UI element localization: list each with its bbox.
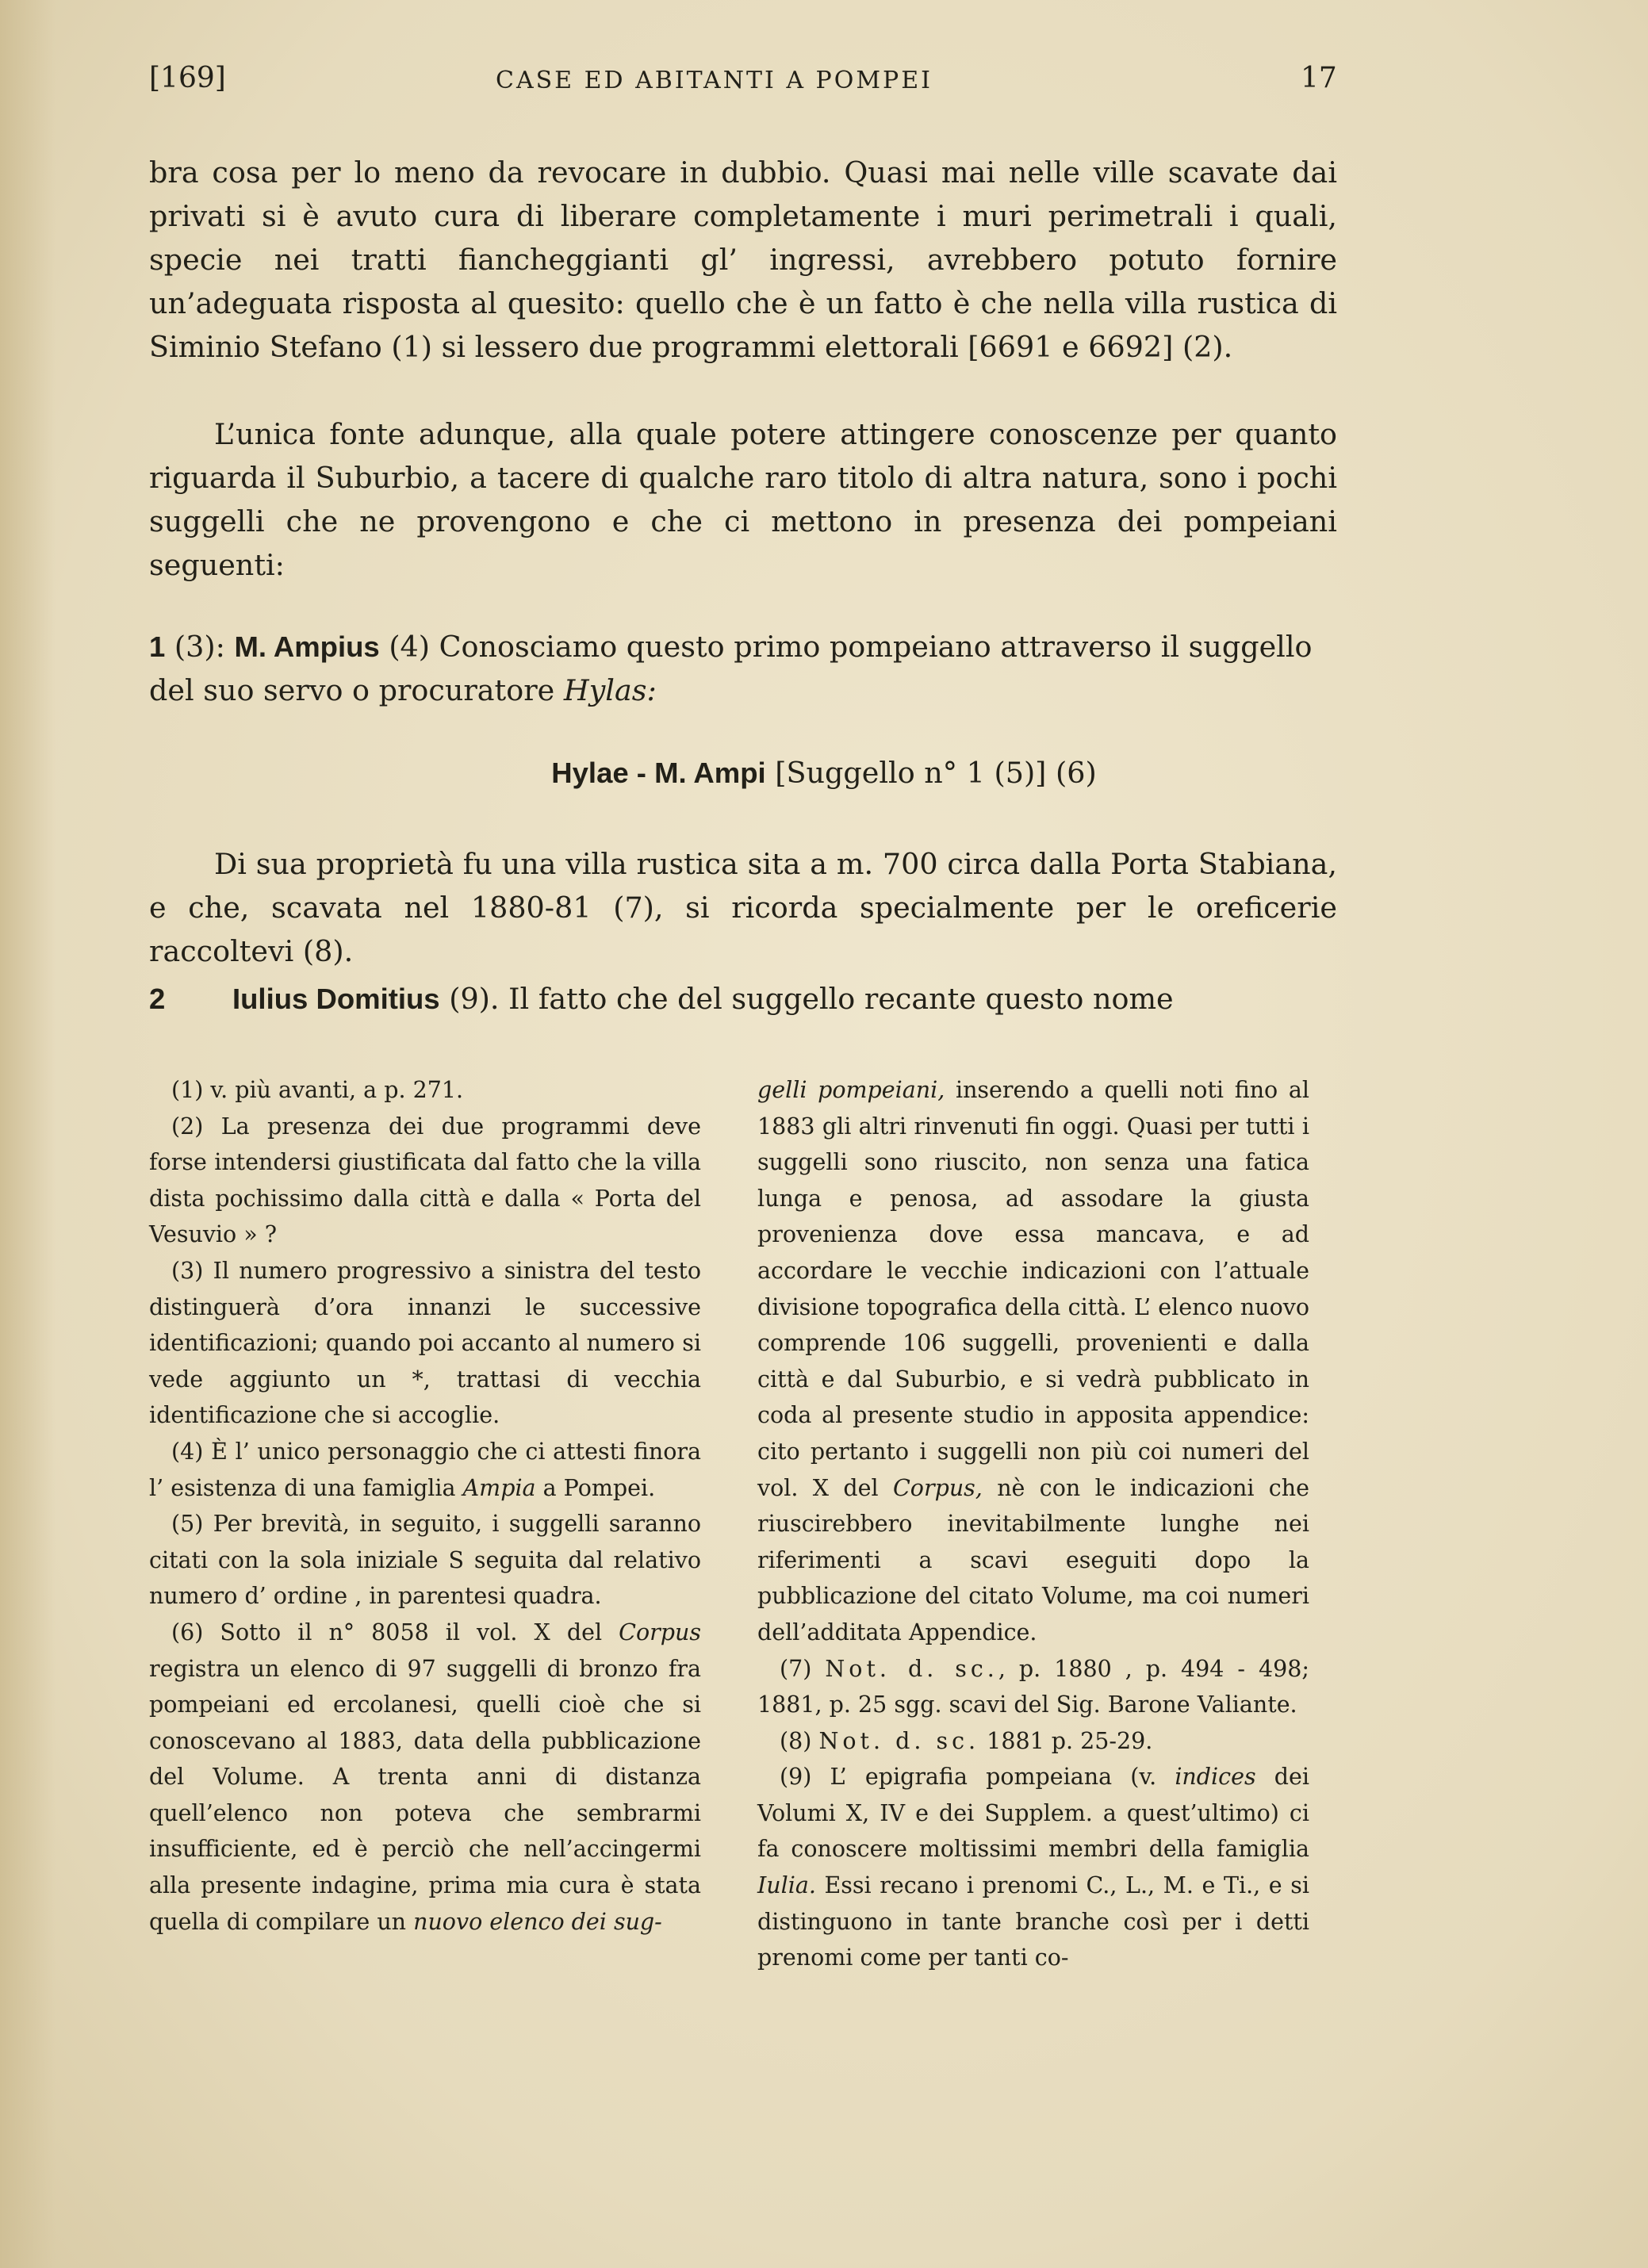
footnote-9-text-3: Essi recano i prenomi C., L., M. e Ti., e si distinguono in tante branche così per i detti prenomi come per tanti co-	[757, 1872, 1309, 1971]
entry-text: (9). Il fatto che del suggello recante questo nome	[439, 982, 1174, 1016]
entry-number: 2	[149, 983, 166, 1015]
footnote-7	[757, 1651, 1309, 1723]
footnote-9-text: (9) L’ epigrafia pompeiana (v.	[780, 1764, 1175, 1791]
footnote-6-cont-text: inserendo a quelli noti fino al 1883 gli altri rinvenuti fin oggi. Quasi per tutti i suggelli sono riuscito, non senza una fatica lunga e penosa, ad assodare la giusta provenienza dove essa mancava, e ad accordare le vecchie indicazioni con l’attuale divisione topografica della città. L’ elenco nuovo comprende 106 suggelli, provenienti e dalla città e dal Suburbio, e si vedrà pubblicato in coda al presente studio in apposita appendice: cito pertanto i suggelli non più coi numeri del vol. X del	[757, 1077, 1309, 1501]
footnotes-left-column	[149, 1072, 701, 1940]
paragraph-3: Di sua proprietà fu una villa rustica sita a m. 700 circa dalla Porta Stabiana, e che, scavata nel 1880-81 (7), si ricorda specialmente per le oreficerie raccoltevi (8).	[149, 847, 1337, 968]
page-bracket-number: [169]	[149, 62, 226, 94]
entry-note-ref: (3):	[165, 630, 235, 664]
running-header	[0, 62, 1648, 109]
footnote-7-text: , p. 1880 , p. 494 - 498; 1881, p. 25 sgg. scavi del Sig. Barone Valiante.	[757, 1655, 1309, 1718]
person-name: Iulius Domitius	[232, 983, 440, 1015]
footnote-4-text: (4) È l’ unico personaggio che ci attesti finora l’ esistenza di una famiglia	[149, 1438, 701, 1501]
page-number: 17	[1301, 62, 1337, 94]
footnote-6-continued	[757, 1072, 1309, 1651]
footnote-4	[149, 1434, 701, 1506]
paragraph-2: L’unica fonte adunque, alla quale potere attingere conoscenze per quanto riguarda il Suburbio, a tacere di qualche raro titolo di altra natura, sono i pochi suggelli che ne provengono e che ci mettono in presenza dei pompeiani seguenti:	[149, 417, 1337, 582]
entry-number: 1	[149, 630, 166, 663]
footnote-9-text-2: dei Volumi X, IV e dei Supplem. a quest’ultimo) ci fa conoscere moltissimi membri della famiglia	[757, 1764, 1309, 1863]
footnote-6-italic: Corpus	[619, 1619, 701, 1645]
footnote-8	[757, 1723, 1309, 1760]
footnotes-right-column	[757, 1072, 1309, 1976]
paragraph-1: bra cosa per lo meno da revocare in dubbio. Quasi mai nelle ville scavate dai privati si è avuto cura di liberare completamente i muri perimetrali i quali, specie nei tratti fiancheggianti gl’ ingressi, avrebbero potuto fornire un’adeguata risposta al quesito: quello che è un fatto è che nella villa rustica di Siminio Stefano (1) si lessero due programmi elettorali [6691 e 6692] (2).	[149, 155, 1337, 364]
seal-name: Hylae - M. Ampi	[551, 757, 766, 789]
footnote-6-cont-italic: gelli pompeiani,	[757, 1077, 945, 1103]
footnote-1: (1) v. più avanti, a p. 271.	[171, 1077, 464, 1103]
footnote-7-number: (7)	[780, 1655, 826, 1682]
footnote-9-italic: indices	[1175, 1764, 1256, 1791]
seal-inscription	[0, 756, 1648, 790]
entry-1	[149, 625, 1337, 712]
footnote-9	[757, 1759, 1309, 1976]
entry-text: (4) Conosciamo questo primo pompeiano attraverso il suggello del suo servo o procuratore	[149, 630, 1313, 707]
footnote-4-italic: Ampia	[462, 1474, 536, 1501]
footnote-8-number: (8)	[780, 1727, 819, 1754]
footnote-3: (3) Il numero progressivo a sinistra del testo distinguerà d’ora innanzi le successive identificazioni; quando poi accanto al numero si vede aggiunto un *, trattasi di vecchia identificazione che si accoglie.	[149, 1257, 701, 1429]
footnote-4-tail: a Pompei.	[535, 1474, 656, 1501]
entry-2	[149, 977, 1337, 1021]
person-name: M. Ampius	[234, 630, 380, 663]
footnote-6-tail: registra un elenco di 97 suggelli di bronzo fra pompeiani ed ercolanesi, quelli cioè che si conoscevano al 1883, data della pubblicazione del Volume. A trenta anni di distanza quell’elenco non poteva che sembrarmi insufficiente, ed è perciò che nell’accingermi alla presente indagine, prima mia cura è stata quella di compilare un	[149, 1655, 701, 1935]
footnote-6-cont-italic-2: Corpus,	[892, 1474, 983, 1501]
seal-reference: [Suggello n° 1 (5)] (6)	[765, 756, 1097, 790]
footnote-6	[149, 1615, 701, 1940]
footnote-8-abbr: Not. d. sc.	[818, 1727, 980, 1754]
page-gutter-shadow	[0, 0, 56, 2268]
footnote-5: (5) Per brevità, in seguito, i suggelli saranno citati con la sola iniziale S seguita dal relativo numero d’ ordine , in parentesi quadra.	[149, 1511, 701, 1610]
footnote-8-text: 1881 p. 25-29.	[979, 1727, 1153, 1754]
footnote-6-cont-text-2: nè con le indicazioni che riuscirebbero inevitabilmente lunghe nei riferimenti a scavi eseguiti dopo la pubblicazione del citato Volume, ma coi numeri dell’additata Appendice.	[757, 1474, 1309, 1645]
footnote-6-text: (6) Sotto il n° 8058 il vol. X del	[171, 1619, 619, 1645]
footnote-2: (2) La presenza dei due programmi deve forse intendersi giustificata dal fatto che la villa dista pochissimo dalla città e dalla « Porta del Vesuvio » ?	[149, 1113, 701, 1248]
footnote-6-italic-2: nuovo elenco dei sug-	[413, 1908, 662, 1935]
slave-name: Hylas:	[563, 673, 657, 707]
running-title: CASE ED ABITANTI A POMPEI	[496, 67, 933, 94]
footnote-7-abbr: Not. d. sc.	[825, 1655, 998, 1682]
footnote-9-italic-2: Iulia.	[757, 1872, 816, 1899]
